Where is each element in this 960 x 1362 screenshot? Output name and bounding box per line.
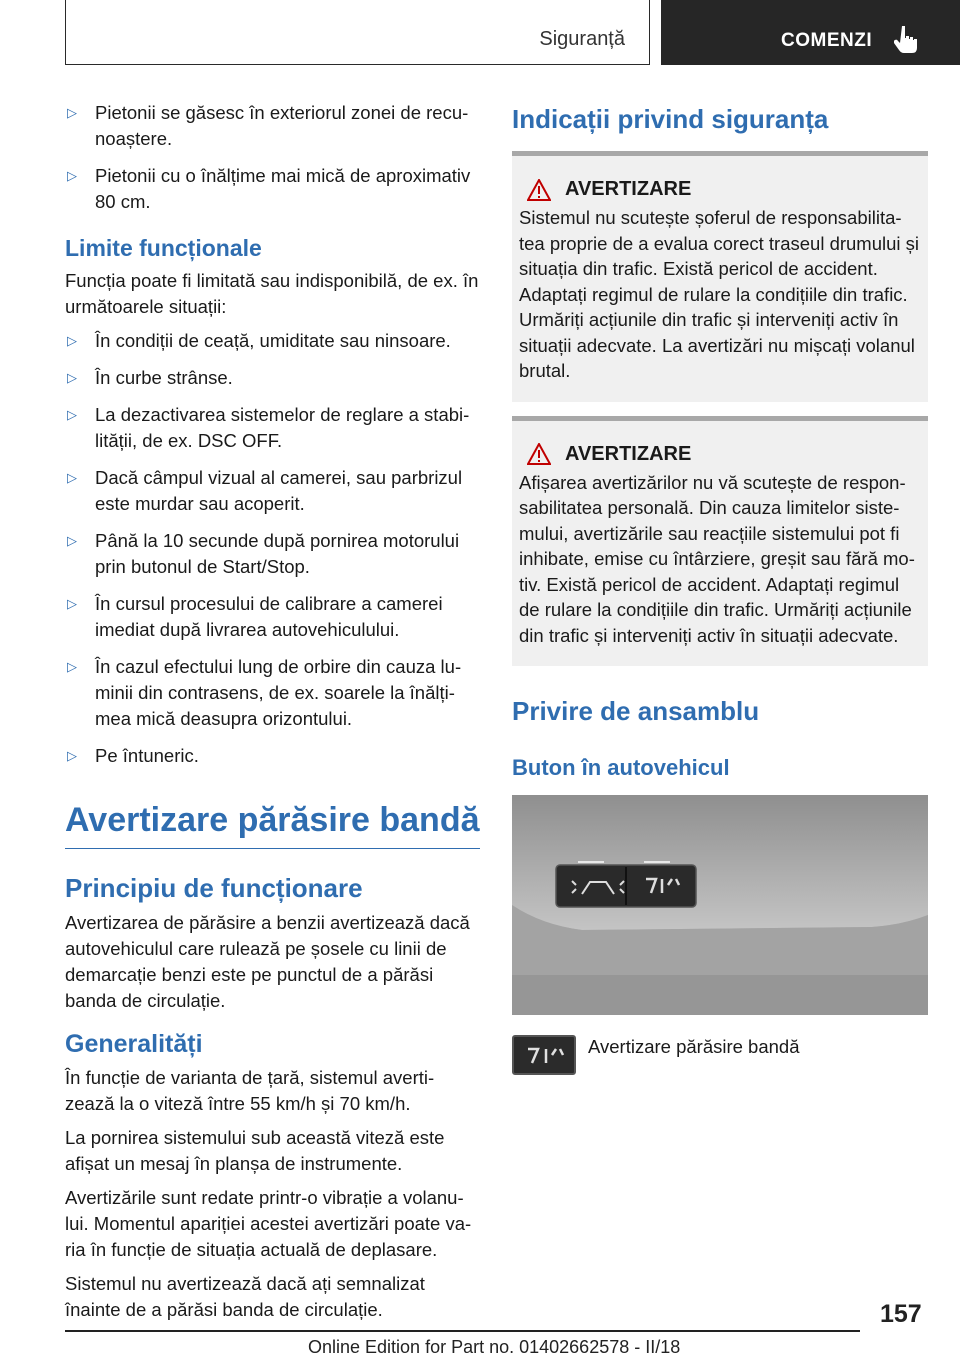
chapter-tab	[661, 0, 960, 65]
button-heading: Buton în autovehicul	[512, 755, 730, 780]
general-paragraph: La pornirea sistemului sub această viteză este afișat un mesaj în planșa de instrumente.	[65, 1127, 445, 1174]
triangle-bullet-icon: ▷	[67, 470, 77, 485]
overview-heading: Privire de ansamblu	[512, 696, 760, 726]
triangle-bullet-icon: ▷	[67, 533, 77, 548]
page-header	[0, 0, 960, 66]
limits-intro: Funcția poate fi limitată sau indisponibilă, de ex. în următoarele situații:	[65, 270, 479, 317]
principle-heading: Principiu de funcționare	[65, 873, 363, 903]
triangle-bullet-icon: ▷	[67, 659, 77, 674]
list-item: ▷ Pietonii cu o înălțime mai mică de aproximativ 80 cm.	[67, 165, 471, 212]
triangle-bullet-icon: ▷	[67, 333, 77, 348]
list-item: ▷ Pietonii se găsesc în exteriorul zonei de recu‐ noaștere.	[67, 102, 469, 149]
left-column	[65, 100, 480, 1331]
list-item: ▷ În cazul efectului lung de orbire din cauza lu‐ minii din contrasens, de ex. soarele la înălți‐ mea mică deasupra orizontului.	[67, 656, 462, 729]
page-number: 157	[880, 1300, 922, 1328]
list-item: ▷ Dacă câmpul vizual al camerei, sau parbrizul este murdar sau acoperit.	[67, 467, 463, 514]
triangle-bullet-icon: ▷	[67, 407, 77, 422]
safety-heading: Indicații privind siguranța	[512, 104, 829, 134]
warning-box	[512, 416, 928, 667]
warning-box	[512, 151, 928, 402]
button-panel-illustration	[512, 795, 928, 1015]
triangle-bullet-icon: ▷	[67, 748, 77, 763]
list-item: ▷ Pe întuneric.	[65, 743, 480, 769]
general-paragraph: Sistemul nu avertizează dacă ați semnalizat înainte de a părăsi banda de circulație.	[65, 1273, 425, 1320]
pedestrian-conditions-list	[65, 100, 480, 215]
pointing-hand-icon	[894, 24, 920, 54]
list-item: ▷ Până la 10 secunde după pornirea motorului prin butonul de Start/Stop.	[67, 530, 460, 577]
warning-text: Afișarea avertizărilor nu vă scutește de respon‐ sabilitatea personală. Din cauza limitelor siste‐ mului, avertizările sau reacțiile sistemului pot fi inhibate, emise cu întârziere, greșit sau fără mo‐ tiv. Există pericol de accident. Adaptați regimul de rulare la condițiile din trafic. Urmăriți acțiunile din trafic și interveniți activ în situații adecvate.	[519, 471, 915, 646]
section-title: Siguranță	[539, 28, 625, 50]
footer-divider	[65, 1330, 860, 1332]
principle-text: Avertizarea de părăsire a benzii avertizează dacă autovehiculul care rulează pe șosele cu linii de demarcație benzi este pe punctul de a părăsi banda de circulație.	[65, 912, 470, 1011]
chapter-title: COMENZI	[781, 30, 873, 51]
triangle-bullet-icon: ▷	[67, 596, 77, 611]
limits-list	[65, 328, 480, 769]
warning-triangle-icon	[527, 443, 551, 465]
legend-entry	[512, 1035, 928, 1075]
general-paragraph: Avertizările sunt redate printr-o vibrație a volanu‐ lui. Momentul apariției acestei avertizări poate va‐ ria în funcție de situația actuală de deplasare.	[65, 1187, 472, 1260]
warning-title: AVERTIZARE	[527, 178, 920, 201]
limits-heading: Limite funcționale	[65, 235, 262, 261]
list-item: ▷ În curbe strânse.	[65, 365, 480, 391]
general-heading: Generalități	[65, 1030, 203, 1058]
list-item: ▷ În condiții de ceață, umiditate sau ninsoare.	[65, 328, 480, 354]
right-column	[512, 100, 928, 1075]
legend-label: Avertizare părăsire bandă	[588, 1036, 800, 1057]
triangle-bullet-icon: ▷	[67, 370, 77, 385]
triangle-bullet-icon: ▷	[67, 168, 77, 183]
section-tab	[65, 0, 650, 65]
button-photo	[512, 795, 928, 1015]
edition-text: Online Edition for Part no. 01402662578 - II/18	[308, 1337, 681, 1357]
main-heading: Avertizare părăsire bandă	[65, 801, 480, 849]
warning-title: AVERTIZARE	[527, 443, 920, 466]
lane-departure-warning-icon	[512, 1035, 576, 1075]
list-item: ▷ La dezactivarea sistemelor de reglare a stabi‐ lității, de ex. DSC OFF.	[67, 404, 470, 451]
list-item: ▷ În cursul procesului de calibrare a camerei imediat după livrarea autovehiculului.	[67, 593, 443, 640]
warning-text: Sistemul nu scutește șoferul de responsabilita‐ tea proprie de a evalua corect traseul drumului și situația din trafic. Există pericol de accident. Adaptați regimul de rulare la condițiile din trafic. Urmăriți acțiunile din trafic și interveniți activ în situații adecvate. La avertizări nu mișcați volanul brutal.	[519, 207, 920, 381]
warning-triangle-icon	[527, 179, 551, 201]
general-paragraph: În funcție de varianta de țară, sistemul averti‐ zează la o viteză între 55 km/h și 70 km/h.	[65, 1067, 435, 1114]
triangle-bullet-icon: ▷	[67, 105, 77, 120]
